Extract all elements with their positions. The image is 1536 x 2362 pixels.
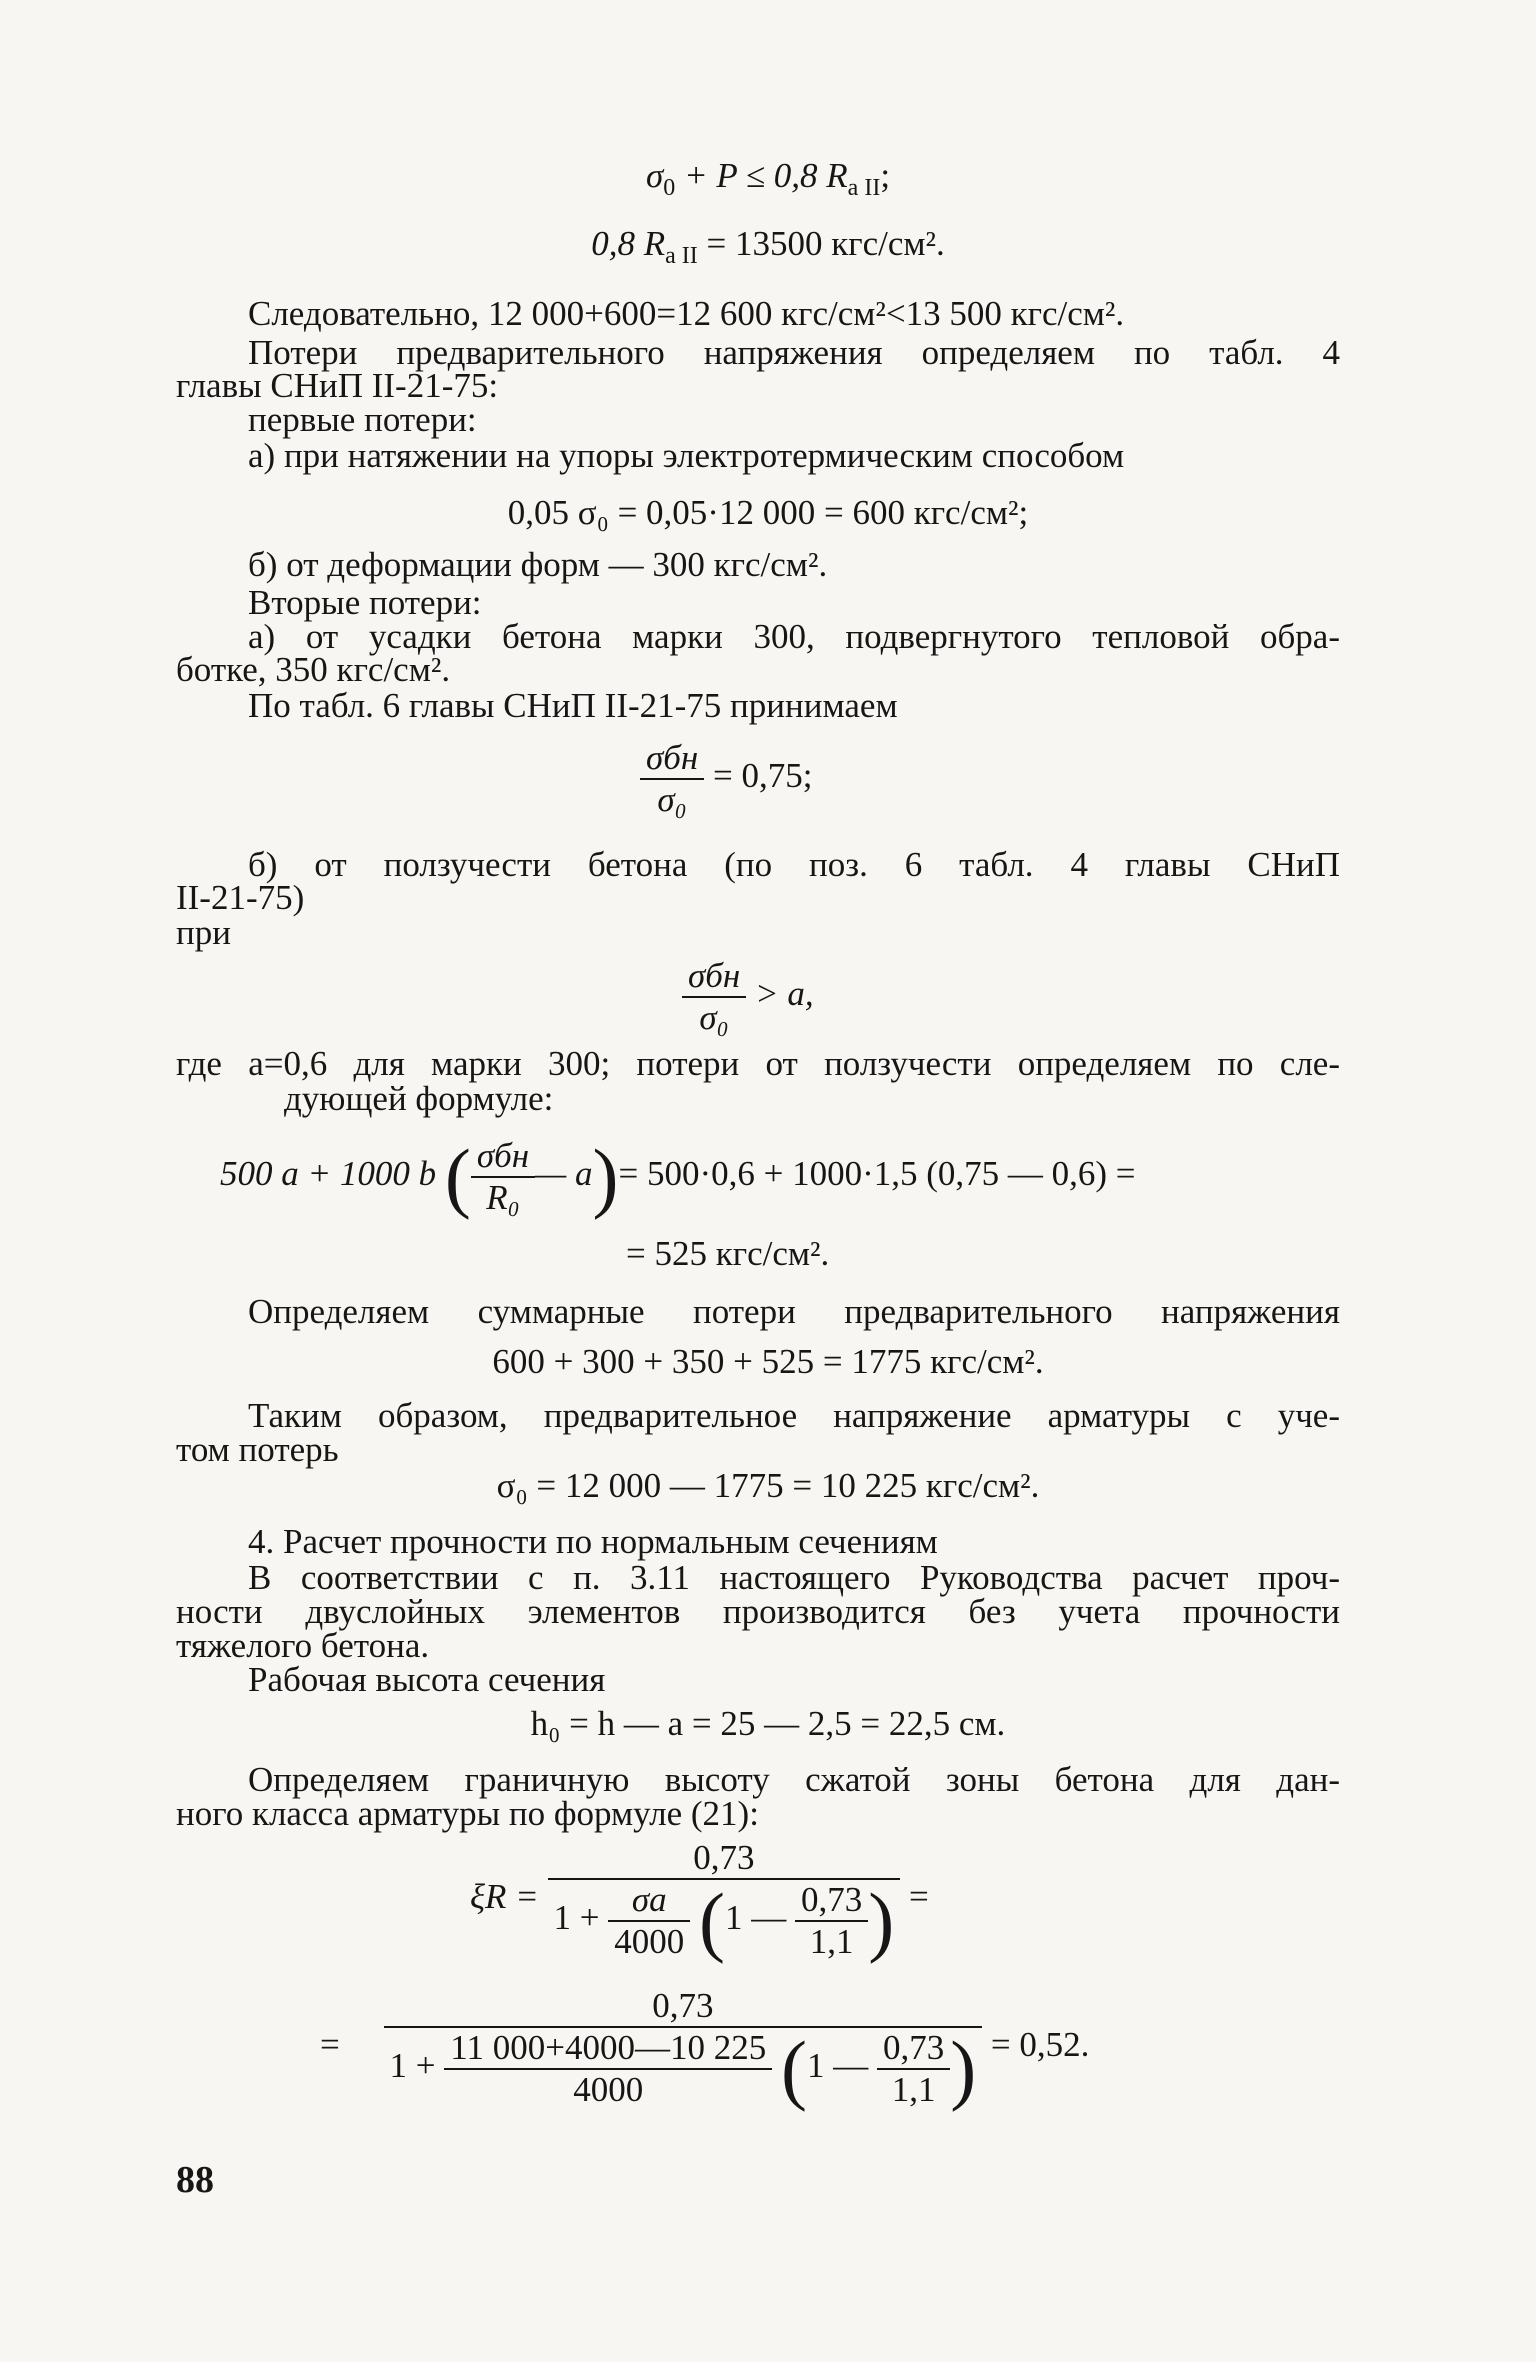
equation-4: $\frac{\text{σбн}}{\text{σ₀}}$ = 0,75; xyxy=(640,740,812,818)
page-number: 88 xyxy=(176,2159,214,2201)
text-line: первые потери: xyxy=(248,400,477,439)
text-line: Определяем граничную высоту сжатой зоны бетона для дан- xyxy=(248,1760,1340,1799)
equation-7: 600 + 300 + 350 + 525 = 1775 кгс/см². xyxy=(492,1342,1044,1381)
text-line: а) от усадки бетона марки 300, подвергнутого тепловой обра- xyxy=(248,617,1340,656)
text-line: том потерь xyxy=(176,1430,339,1469)
text-line: б) от деформации форм — 300 кгс/см². xyxy=(248,545,828,584)
equation-6: 500 a + 1000 b ( $\frac{\text{σбн}}{\text{R₀}}$ — a)= 500·0,6 + 1000·1,5 (0,75 — 0,6) = xyxy=(220,1133,1136,1220)
text-line: главы СНиП II-21-75: xyxy=(176,366,499,405)
equation-5: $\frac{\text{σбн}}{\text{σ₀}}$ > a, xyxy=(682,958,814,1036)
equation-1: $\sigma_0 + P \le 0,8$ $R_{a II}$; xyxy=(645,156,891,201)
text-line: В соответствии с п. 3.11 настоящего Руководства расчет проч- xyxy=(248,1558,1340,1597)
text-line: где a=0,6 для марки 300; потери от ползучести определяем по сле- xyxy=(176,1044,1340,1083)
text-line: Вторые потери: xyxy=(248,583,482,622)
text-line: II-21-75) xyxy=(176,878,305,917)
text-line: б) от ползучести бетона (по поз. 6 табл. 4 главы СНиП xyxy=(248,845,1340,884)
equation-2: 0,8 $R_{a II} = 13500$ кгс/см². xyxy=(591,224,945,269)
text-line: Определяем суммарные потери предварительного напряжения xyxy=(248,1292,1340,1331)
text-line: Потери предварительного напряжения определяем по табл. 4 xyxy=(248,333,1340,372)
text-line: По табл. 6 главы СНиП II-21-75 принимаем xyxy=(248,686,898,725)
equation-11: = 0,73 1 + $\frac{11 000+4000—10 225}{4000}$ (1 — $\frac{0,73}{1,1}$ ) = 0,52. xyxy=(320,1986,1090,2112)
equation-3: 0,05 σ₀ = 0,05·12 000 = 600 кгс/см²; xyxy=(507,493,1029,532)
equation-8: σ₀ = 12 000 — 1775 = 10 225 кгс/см². xyxy=(496,1466,1040,1505)
text-line: Рабочая высота сечения xyxy=(248,1660,606,1699)
text-line: ности двуслойных элементов производится без учета прочности xyxy=(176,1592,1340,1631)
equation-10: ξR = 0,73 1 + $\frac{\sigma а}{4000}$ (1 — $\frac{0,73}{1,1}$ ) = xyxy=(470,1838,929,1964)
text-line: ботке, 350 кгс/см². xyxy=(176,650,451,689)
equation-9: h₀ = h — a = 25 — 2,5 = 22,5 см. xyxy=(530,1704,1006,1743)
section-heading: 4. Расчет прочности по нормальным сечениям xyxy=(248,1522,938,1561)
text-line: дующей формуле: xyxy=(284,1079,554,1118)
text-line: Следовательно, 12 000+600=12 600 кгс/см²<13 500 кгс/см². xyxy=(248,294,1125,333)
text-line: тяжелого бетона. xyxy=(176,1626,430,1665)
text-line: Таким образом, предварительное напряжение арматуры с уче- xyxy=(248,1396,1340,1435)
equation-6-result: = 525 кгс/см². xyxy=(626,1234,830,1273)
text-line: ного класса арматуры по формуле (21): xyxy=(176,1794,759,1833)
text-line: при xyxy=(176,913,231,952)
text-line: а) при натяжении на упоры электротермическим способом xyxy=(248,436,1125,475)
